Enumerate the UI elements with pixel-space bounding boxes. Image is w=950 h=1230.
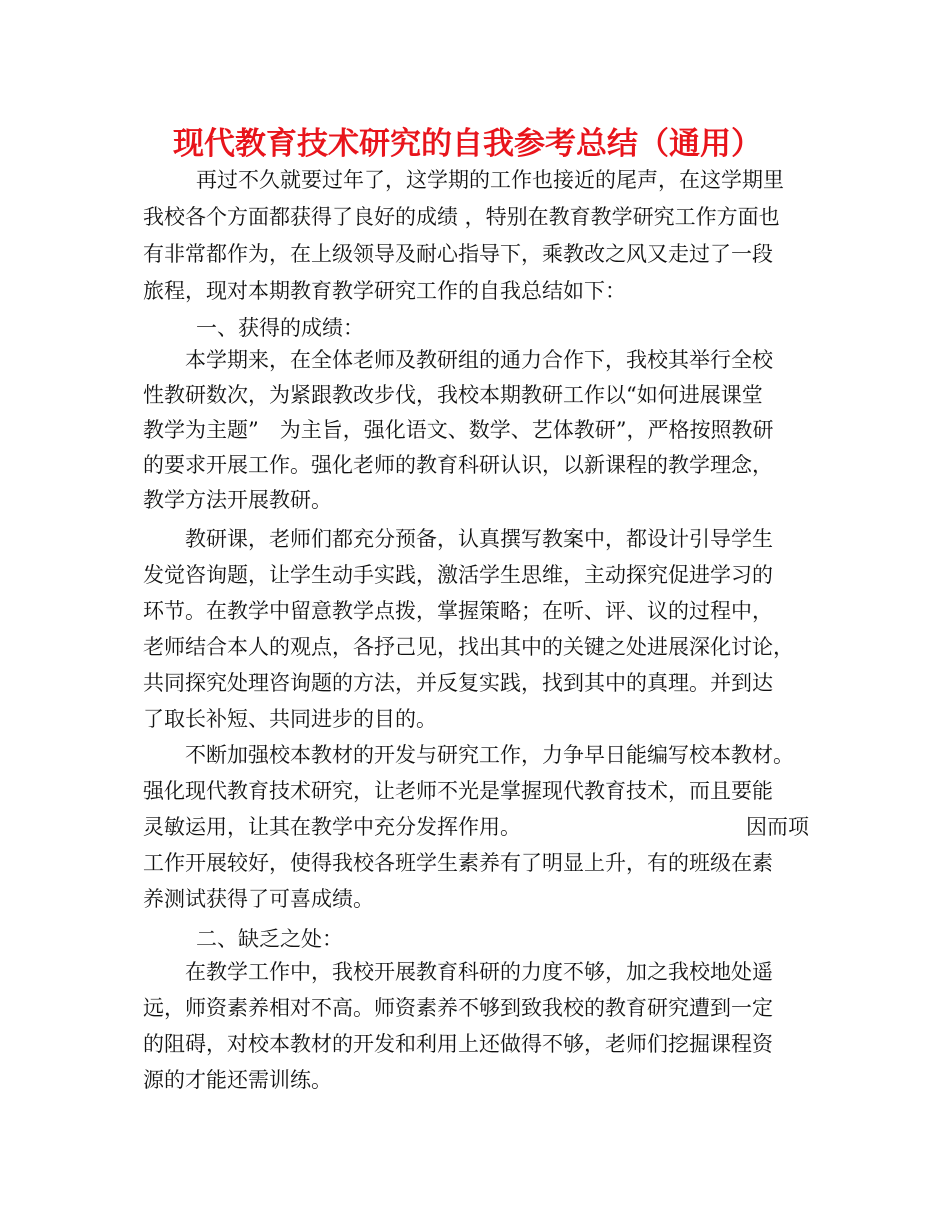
body-line: 的阻碍，对校本教材的开发和利用上还做得不够，老师们挖掘课程资 <box>143 1032 773 1056</box>
body-line: 教学为主题” 为主旨，强化语文、数学、艺体教研”，严格按照教研 <box>143 418 774 442</box>
body-line: 强化现代教育技术研究，让老师不光是掌握现代教育技术，而且要能 <box>143 779 773 803</box>
body-line: 老师结合本人的观点，各抒己见，找出其中的关键之处进展深化讨论， <box>143 635 794 659</box>
body-line: 的要求开展工作。强化老师的教育科研认识，以新课程的教学理念， <box>143 453 773 477</box>
body-line: 在教学工作中，我校开展教育科研的力度不够，加之我校地处遥 <box>185 960 773 984</box>
section-heading: 二、缺乏之处： <box>196 927 343 951</box>
body-line: 性教研数次，为紧跟教改步伐，我校本期教研工作以“如何进展课堂 <box>143 383 763 407</box>
body-line: 环节。在教学中留意教学点拨，掌握策略；在听、评、议的过程中， <box>143 599 773 623</box>
body-line: 源的才能还需训练。 <box>143 1068 332 1092</box>
body-line: 教学方法开展教研。 <box>143 488 332 512</box>
body-line: 教研课，老师们都充分预备，认真撰写教案中，都设计引导学生 <box>185 527 773 551</box>
body-line: 不断加强校本教材的开发与研究工作，力争早日能编写校本教材。 <box>185 743 794 767</box>
body-line: 发觉咨询题，让学生动手实践，激活学生思维，主动探究促进学习的 <box>143 563 773 587</box>
body-line: 养测试获得了可喜成绩。 <box>143 887 374 911</box>
body-line: 旅程，现对本期教育教学研究工作的自我总结如下： <box>143 279 626 303</box>
body-line: 因而项 <box>746 815 809 839</box>
body-line: 我校各个方面都获得了良好的成绩 ，特别在教育教学研究工作方面也 <box>143 205 780 229</box>
body-line: 远，师资素养相对不高。师资素养不够到致我校的教育研究遭到一定 <box>143 996 773 1020</box>
body-line: 共同探究处理咨询题的方法，并反复实践，找到其中的真理。并到达 <box>143 671 773 695</box>
body-line: 再过不久就要过年了，这学期的工作也接近的尾声，在这学期里 <box>196 168 784 192</box>
document-title: 现代教育技术研究的自我参考总结（通用） <box>173 126 762 162</box>
body-line: 工作开展较好，使得我校各班学生素养有了明显上升，有的班级在素 <box>143 851 773 875</box>
body-line: 有非常都作为，在上级领导及耐心指导下，乘教改之风又走过了一段 <box>143 242 773 266</box>
body-line: 了取长补短、共同进步的目的。 <box>143 707 437 731</box>
body-line: 本学期来，在全体老师及教研组的通力合作下，我校其举行全校 <box>185 348 773 372</box>
section-heading: 一、获得的成绩： <box>196 316 364 340</box>
body-line: 灵敏运用，让其在教学中充分发挥作用。 <box>143 815 521 839</box>
